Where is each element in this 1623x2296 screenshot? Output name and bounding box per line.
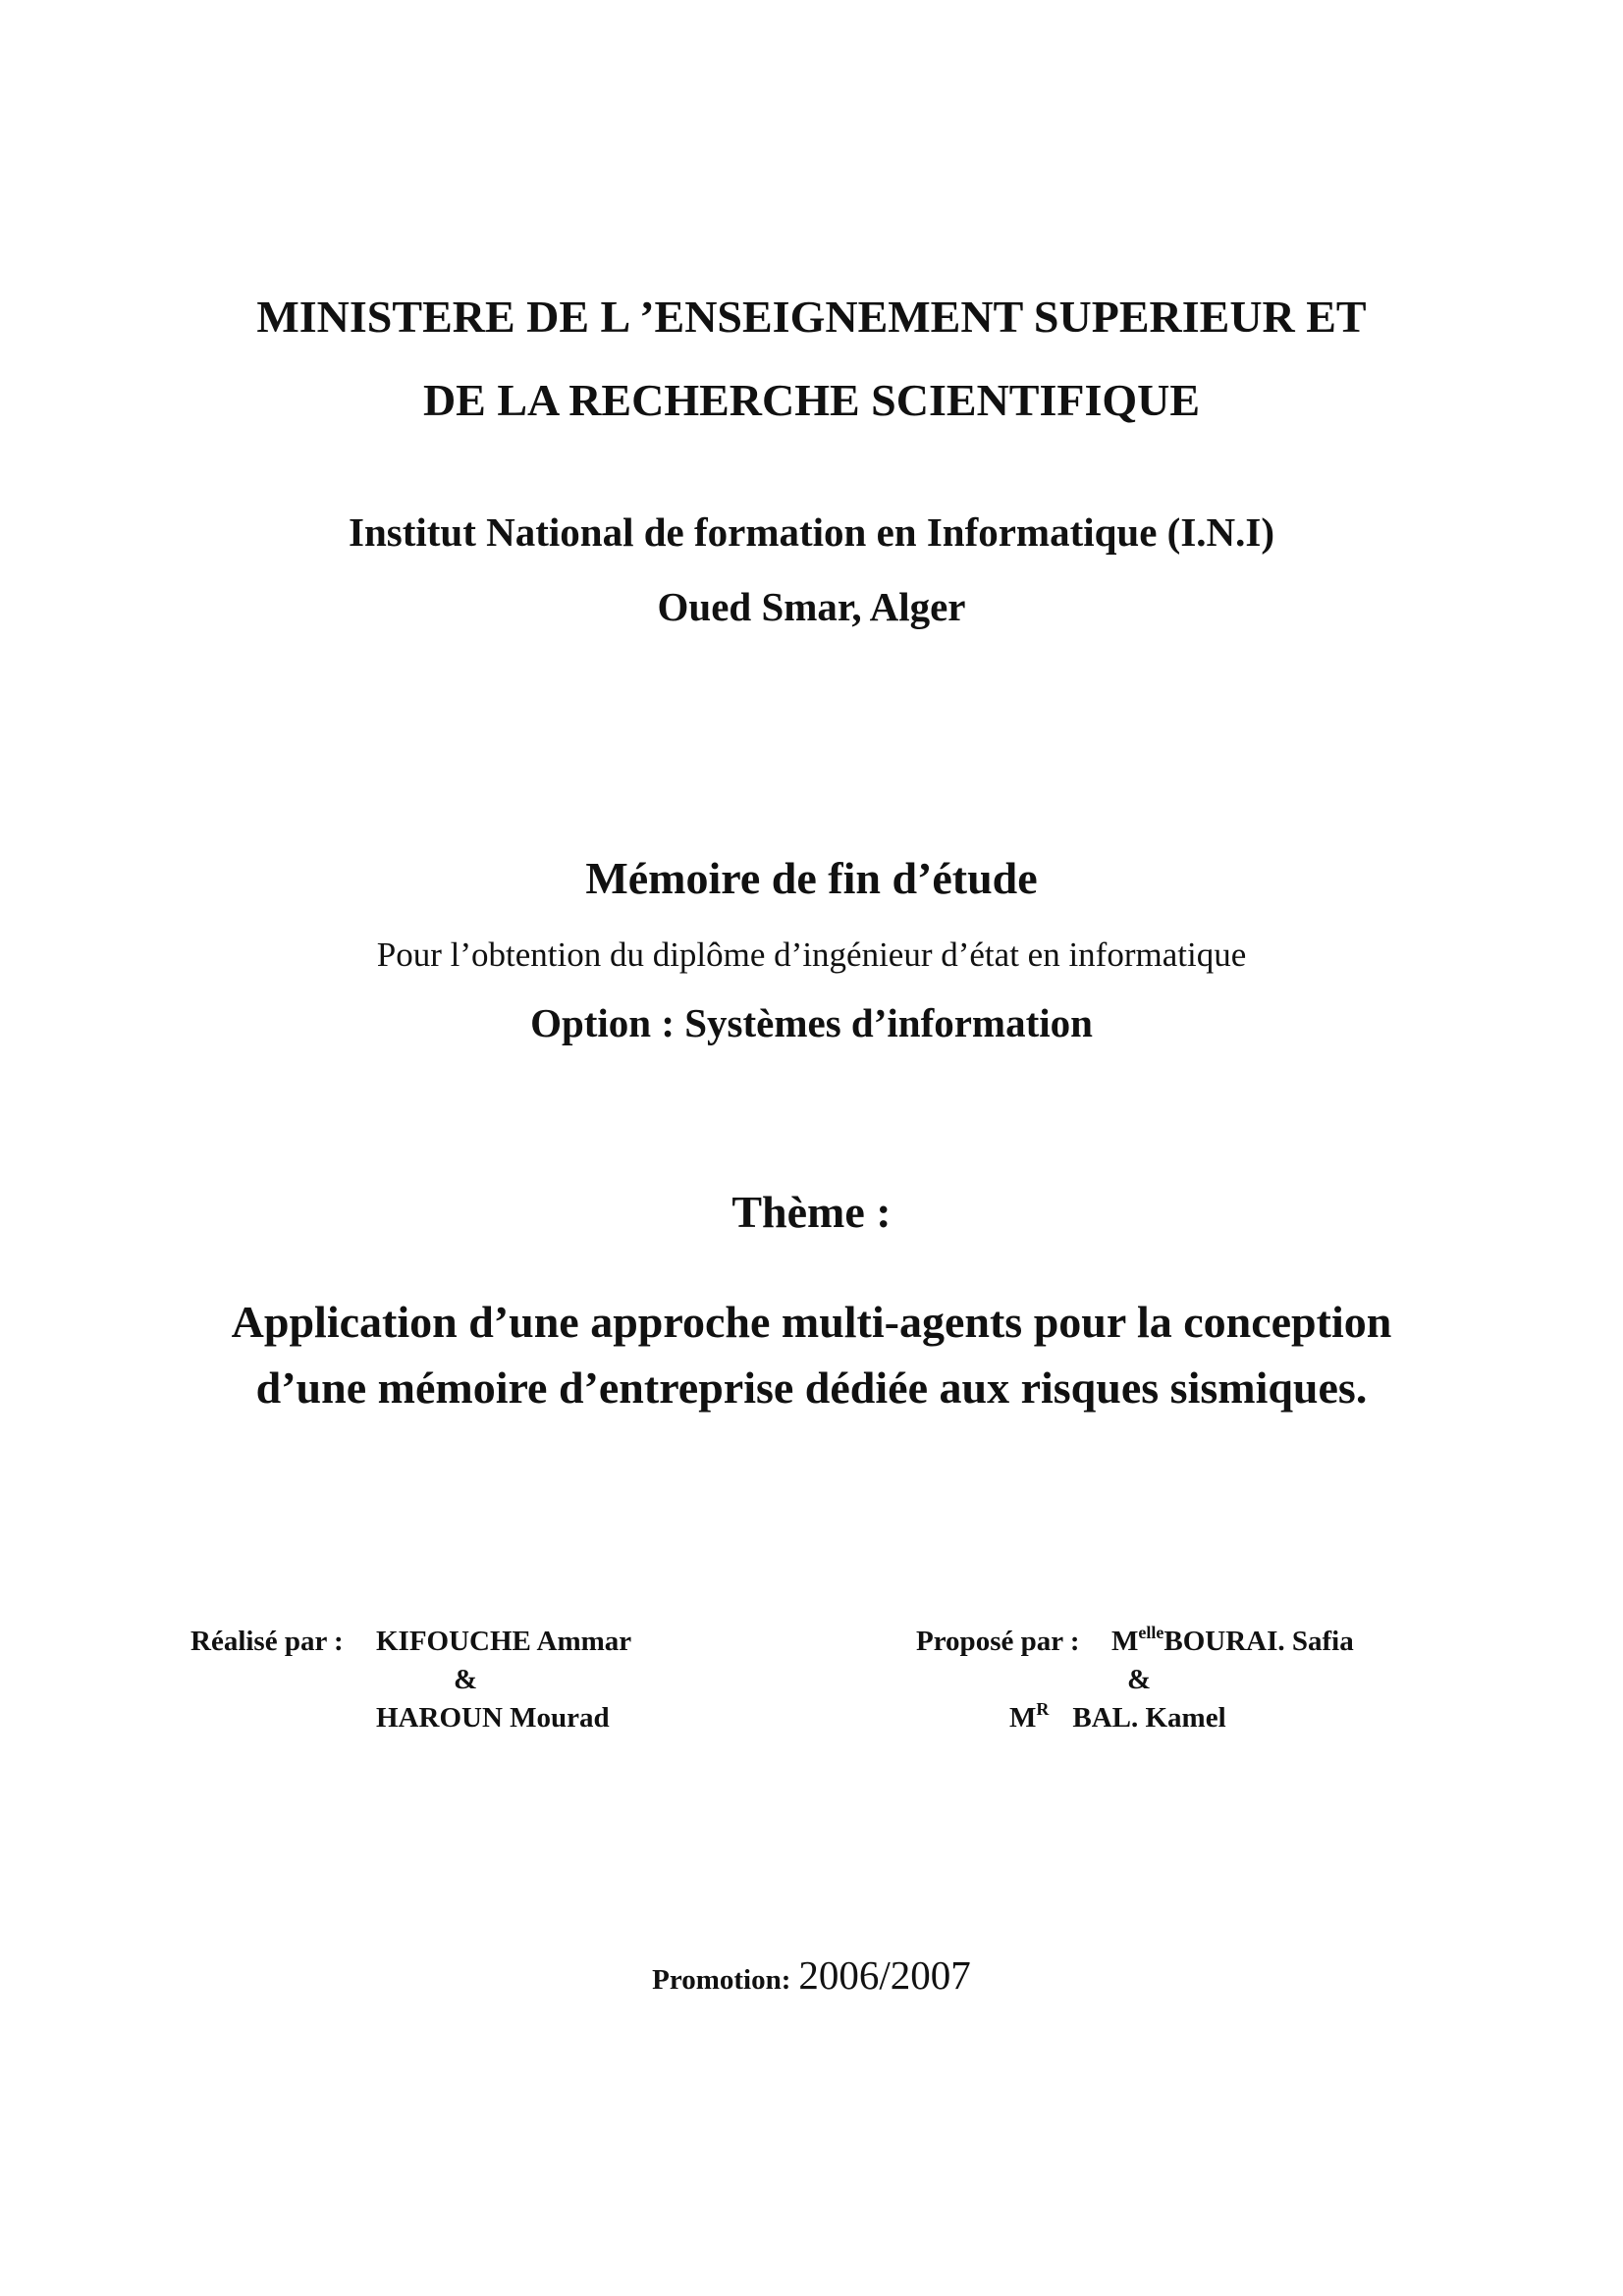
supervisors-separator: & — [1127, 1664, 1152, 1695]
author-name: HAROUN Mourad — [376, 1702, 610, 1734]
theme-label: Thème : — [731, 1187, 892, 1237]
supervisor-entry — [1111, 1623, 1354, 1657]
institute-location: Oued Smar, Alger — [657, 584, 966, 629]
supervisors-label: Proposé par : — [916, 1626, 1080, 1657]
supervisor-title-prefix: M — [1111, 1626, 1139, 1657]
promotion-label: Promotion: — [652, 1964, 791, 1996]
thesis-option: Option : Systèmes d’information — [530, 1000, 1093, 1045]
authors-separator: & — [454, 1664, 478, 1695]
thesis-type: Mémoire de fin d’étude — [585, 853, 1038, 903]
ministry-title-line-2: DE LA RECHERCHE SCIENTIFIQUE — [422, 375, 1201, 425]
theme-title-line-2: d’une mémoire d’entreprise dédiée aux risques sismiques. — [255, 1362, 1368, 1413]
supervisor-title-superscript: R — [1036, 1699, 1050, 1719]
promotion-years: 2006/2007 — [798, 1952, 971, 1998]
author-name: KIFOUCHE Ammar — [376, 1626, 632, 1657]
supervisor-title-superscript: elle — [1138, 1623, 1164, 1642]
authors-label: Réalisé par : — [190, 1626, 344, 1657]
supervisor-entry — [1009, 1699, 1226, 1734]
supervisor-name: BAL. Kamel — [1072, 1702, 1226, 1734]
promotion — [0, 1952, 1623, 1998]
thesis-purpose: Pour l’obtention du diplôme d’ingénieur d’état en informatique — [376, 935, 1247, 974]
institute-name: Institut National de formation en Informatique (I.N.I) — [349, 509, 1274, 555]
supervisor-title-prefix: M — [1009, 1702, 1037, 1734]
theme-title-line-1: Application d’une approche multi-agents pour la conception — [231, 1297, 1392, 1347]
supervisor-name: BOURAI. Safia — [1163, 1626, 1354, 1657]
ministry-title-line-1: MINISTERE DE L ’ENSEIGNEMENT SUPERIEUR ET — [256, 292, 1367, 342]
